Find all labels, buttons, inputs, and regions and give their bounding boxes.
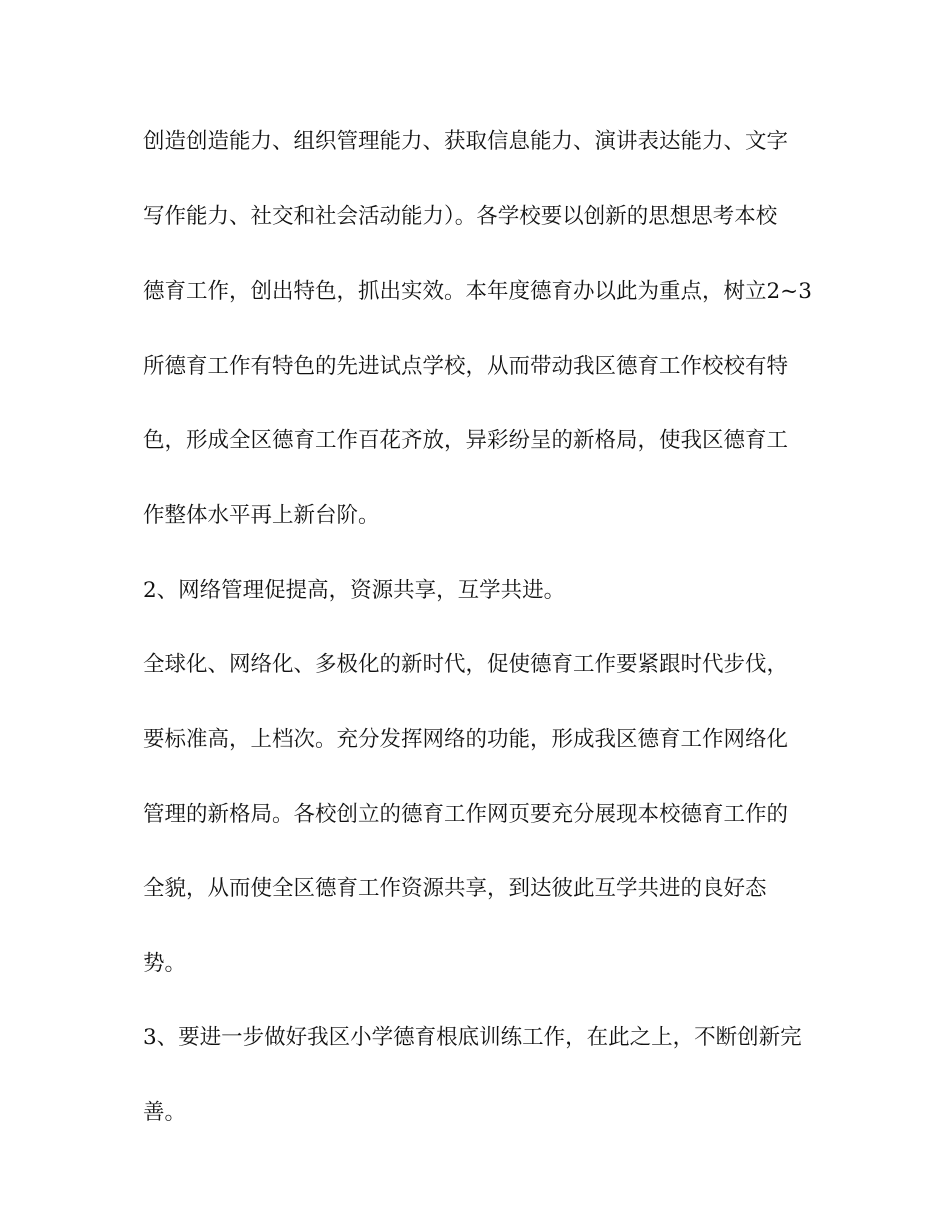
text-line: 所德育工作有特色的先进试点学校，从而带动我区德育工作校校有特 (143, 354, 789, 379)
list-item-heading: 2、网络管理促提高，资源共享，互学共进。 (143, 578, 566, 603)
text-line: 德育工作，创出特色，抓出实效。本年度德育办以此为重点，树立2~3 (143, 279, 812, 304)
text-line: 创造创造能力、组织管理能力、获取信息能力、演讲表达能力、文字 (143, 129, 789, 154)
text-line: 全球化、网络化、多极化的新时代，促使德育工作要紧跟时代步伐， (143, 652, 789, 677)
text-line: 全貌，从而使全区德育工作资源共享，到达彼此互学共进的良好态 (143, 876, 767, 901)
text-line: 管理的新格局。各校创立的德育工作网页要充分展现本校德育工作的 (143, 802, 789, 827)
text-line: 善。 (143, 1100, 187, 1125)
text-line: 色，形成全区德育工作百花齐放，异彩纷呈的新格局，使我区德育工 (143, 428, 789, 453)
text-line: 势。 (143, 951, 187, 976)
text-line: 要标准高，上档次。充分发挥网络的功能，形成我区德育工作网络化 (143, 727, 789, 752)
list-item-heading: 3、要进一步做好我区小学德育根底训练工作，在此之上，不断创新完 (143, 1025, 802, 1050)
text-line: 写作能力、社交和社会活动能力）。各学校要以创新的思想思考本校 (143, 204, 778, 229)
text-line: 作整体水平再上新台阶。 (143, 503, 380, 528)
